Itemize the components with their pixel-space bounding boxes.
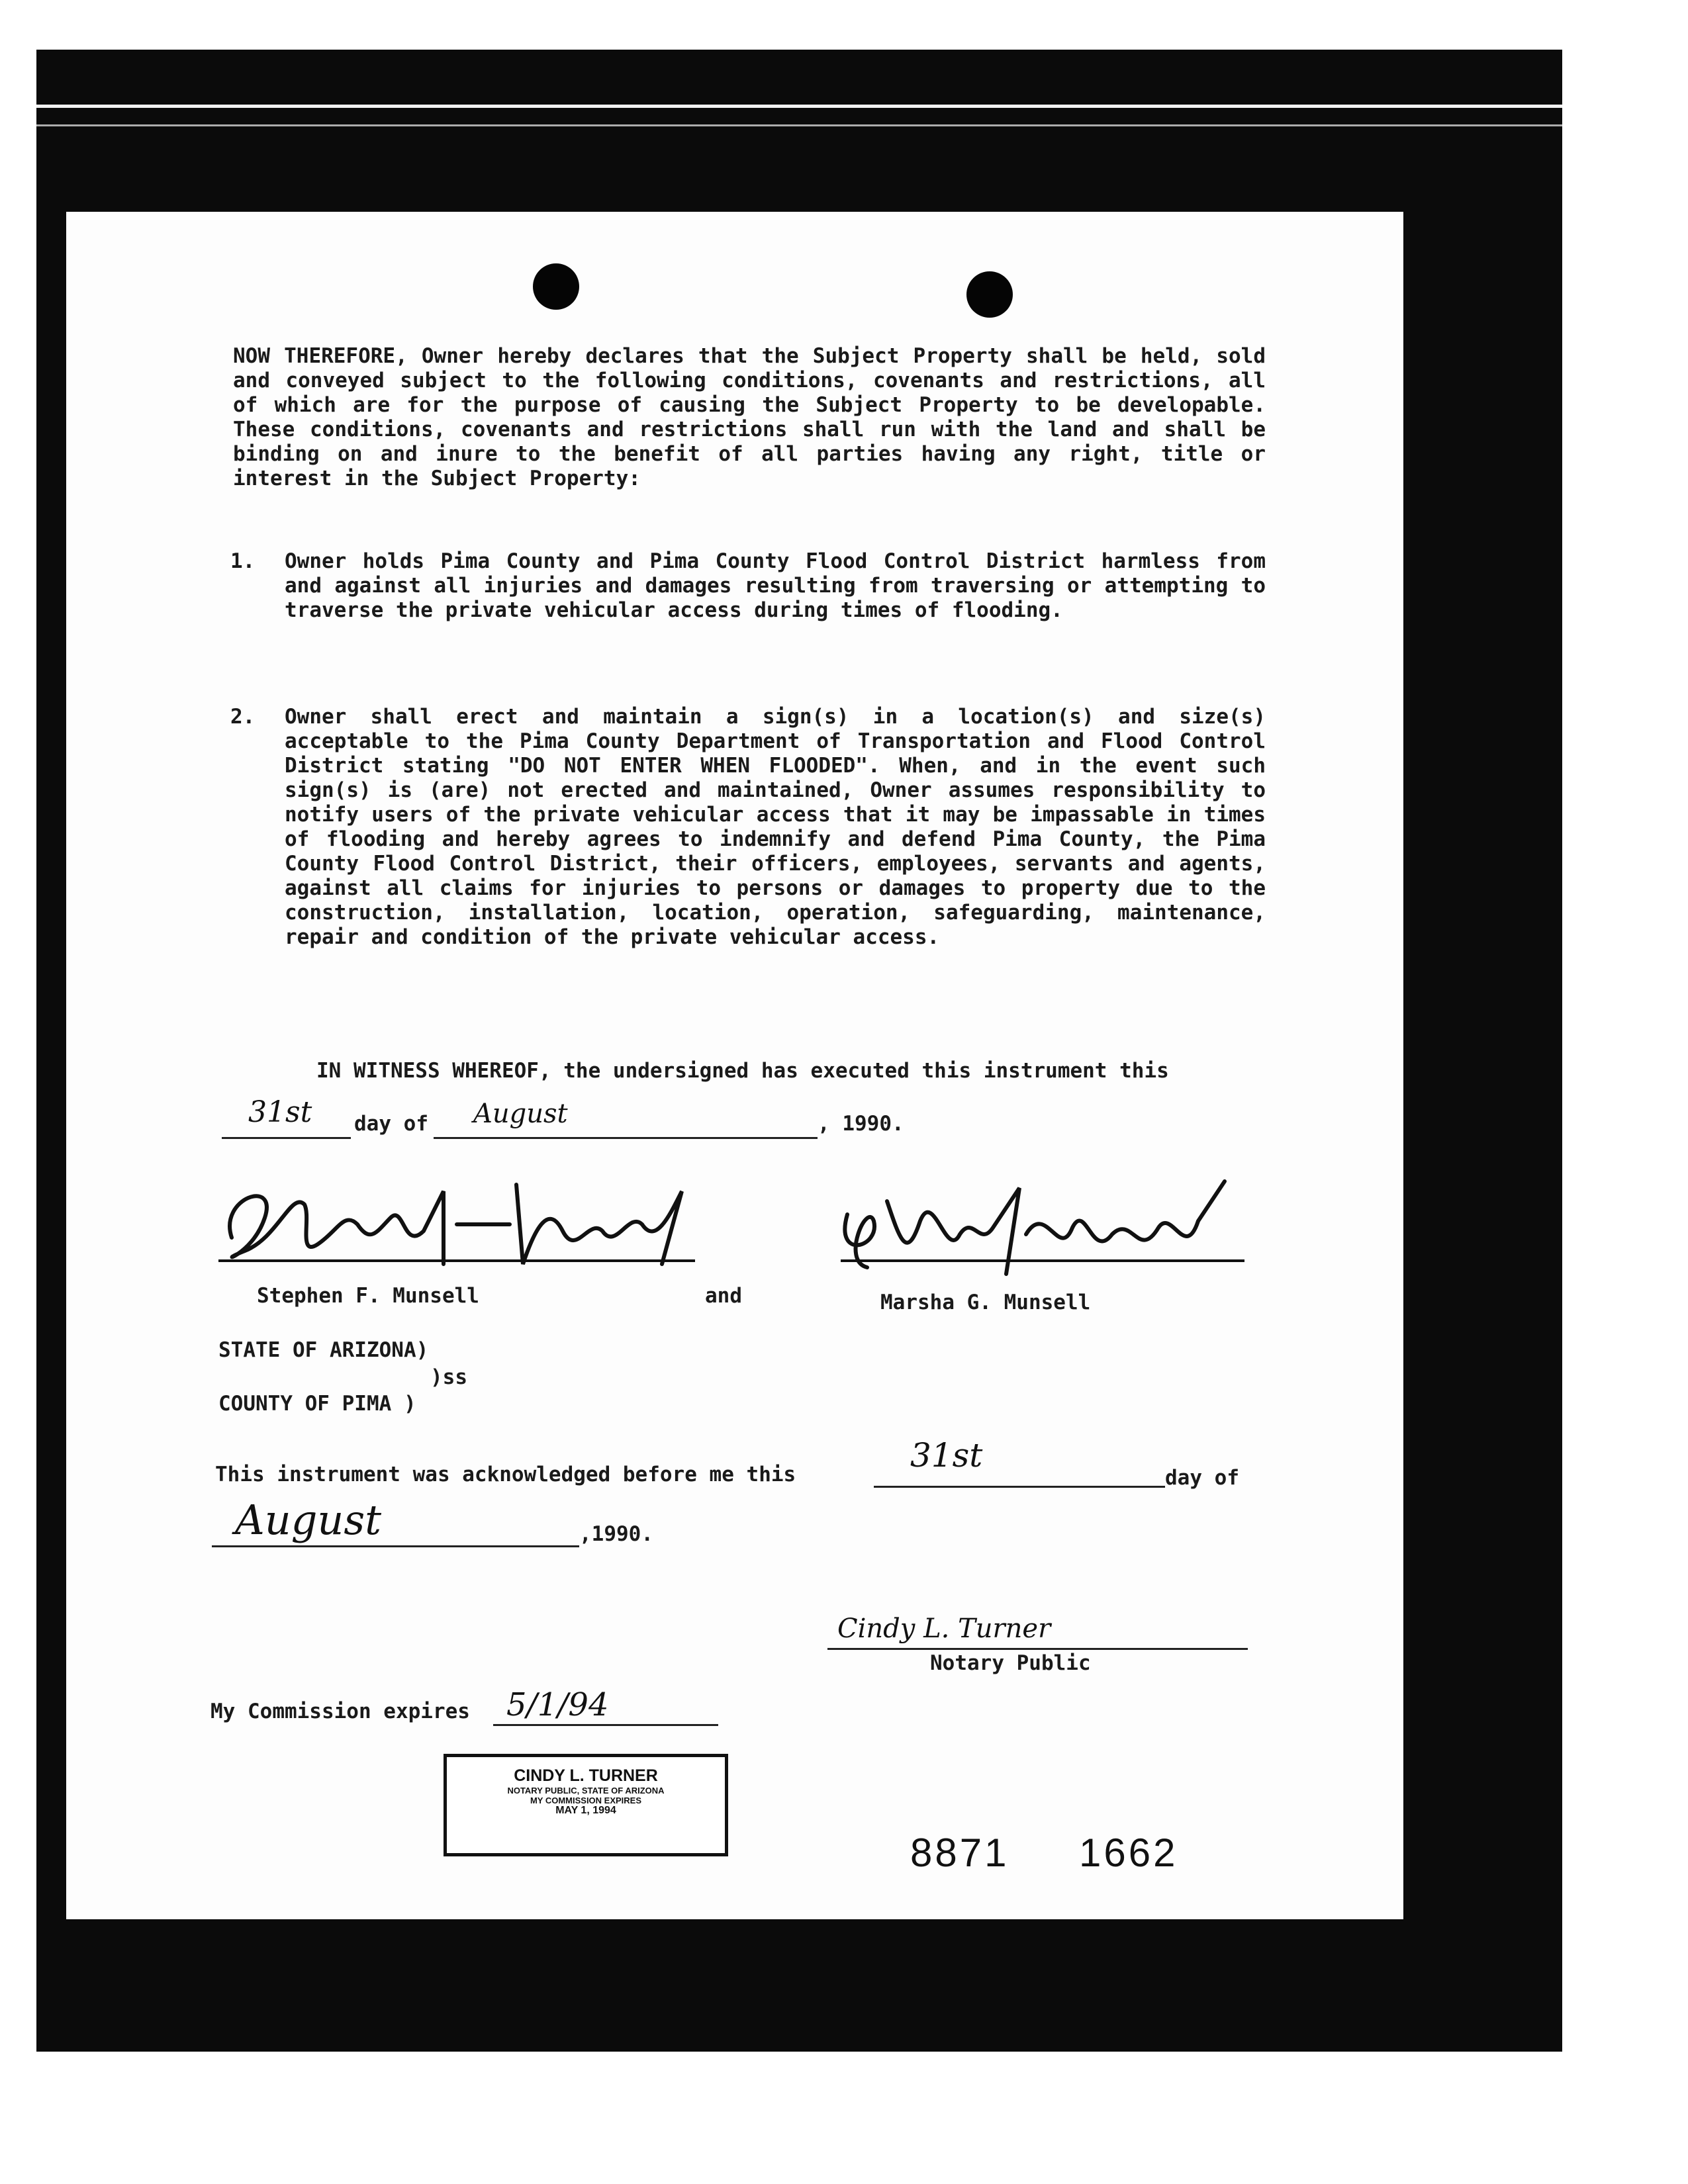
- record-page-number: 1662: [1079, 1831, 1178, 1875]
- acknowledgment-month-line: [212, 1545, 579, 1547]
- witness-text: IN WITNESS WHEREOF, the undersigned has executed this instrument this: [316, 1059, 1169, 1083]
- commission-date-handwritten: 5/1/94: [506, 1686, 609, 1723]
- stamp-line-1: NOTARY PUBLIC, STATE OF ARIZONA: [507, 1786, 665, 1796]
- signers-and: and: [705, 1284, 742, 1308]
- top-edge-line: [36, 105, 1562, 108]
- punch-hole-left: [533, 263, 579, 310]
- notary-title: Notary Public: [930, 1651, 1091, 1675]
- punch-hole-right: [966, 271, 1013, 318]
- notary-signature-line: [827, 1648, 1248, 1650]
- item-2-number: 2.: [230, 705, 256, 729]
- item-1-number: 1.: [230, 549, 256, 573]
- stamp-name: CINDY L. TURNER: [514, 1766, 658, 1785]
- acknowledgment-day-line: [874, 1486, 1165, 1488]
- signature-stephen-munsell: [205, 1152, 708, 1284]
- witness-year: , 1990.: [818, 1112, 904, 1136]
- acknowledgment-day-handwritten: 31st: [910, 1436, 983, 1475]
- witness-day-handwritten: 31st: [248, 1095, 312, 1129]
- notary-stamp: [444, 1754, 728, 1856]
- venue-county: COUNTY OF PIMA ): [218, 1392, 416, 1416]
- acknowledgment-year: ,1990.: [579, 1522, 653, 1546]
- signer-left-name: Stephen F. Munsell: [257, 1284, 479, 1308]
- notary-signature-handwritten: Cindy L. Turner: [837, 1614, 1051, 1644]
- signer-right-name: Marsha G. Munsell: [880, 1291, 1091, 1314]
- acknowledgment-month-handwritten: August: [235, 1496, 382, 1544]
- witness-month-handwritten: August: [473, 1099, 568, 1129]
- commission-line: [493, 1724, 718, 1726]
- stamp-line-3: MAY 1, 1994: [555, 1805, 616, 1816]
- venue-state: STATE OF ARIZONA): [218, 1338, 429, 1362]
- signature-marsha-munsell: [827, 1161, 1258, 1287]
- commission-label: My Commission expires: [211, 1700, 470, 1723]
- record-book-number: 8871: [910, 1831, 1009, 1875]
- witness-month-line: [434, 1137, 818, 1139]
- acknowledgment-day-of: day of: [1165, 1466, 1239, 1490]
- venue-ss: )ss: [430, 1365, 467, 1389]
- witness-day-line: [222, 1137, 351, 1139]
- witness-day-of: day of: [354, 1112, 428, 1136]
- preamble-paragraph: NOW THEREFORE, Owner hereby declares that the Subject Property shall be held, sold and conveyed subject to the following conditions, covenants and restrictions, all of which are for the purpose of causing the Subject Property to be developable. These conditions, covenants and restrictions shall run with the land and shall be binding on and inure to the benefit of all parties having any right, title or interest in the Subject Property:: [233, 344, 1266, 490]
- top-edge-line-2: [36, 124, 1562, 126]
- stamp-line-2: MY COMMISSION EXPIRES: [530, 1796, 642, 1805]
- item-1-text: Owner holds Pima County and Pima County Flood Control District harmless from and against all injuries and damages resulting from traversing or attempting to traverse the private vehicular access during times of flooding.: [285, 549, 1266, 622]
- acknowledgment-text: This instrument was acknowledged before me this: [215, 1463, 796, 1486]
- item-2-text: Owner shall erect and maintain a sign(s) in a location(s) and size(s) acceptable to the Pima County Department of Transportation and Flood Control District stating "DO NOT ENTER WHEN FLOODED". When, and in the event such sign(s) is (are) not erected and maintained, Owner assumes responsibility to notify users of the private vehicular access that it may be impassable in times of flooding and hereby agrees to indemnify and defend Pima County, the Pima County Flood Control District, their officers, employees, servants and agents, against all claims for injuries to persons or damages to property due to the construction, installation, location, operation, safeguarding, maintenance, repair and condition of the private vehicular access.: [285, 705, 1266, 949]
